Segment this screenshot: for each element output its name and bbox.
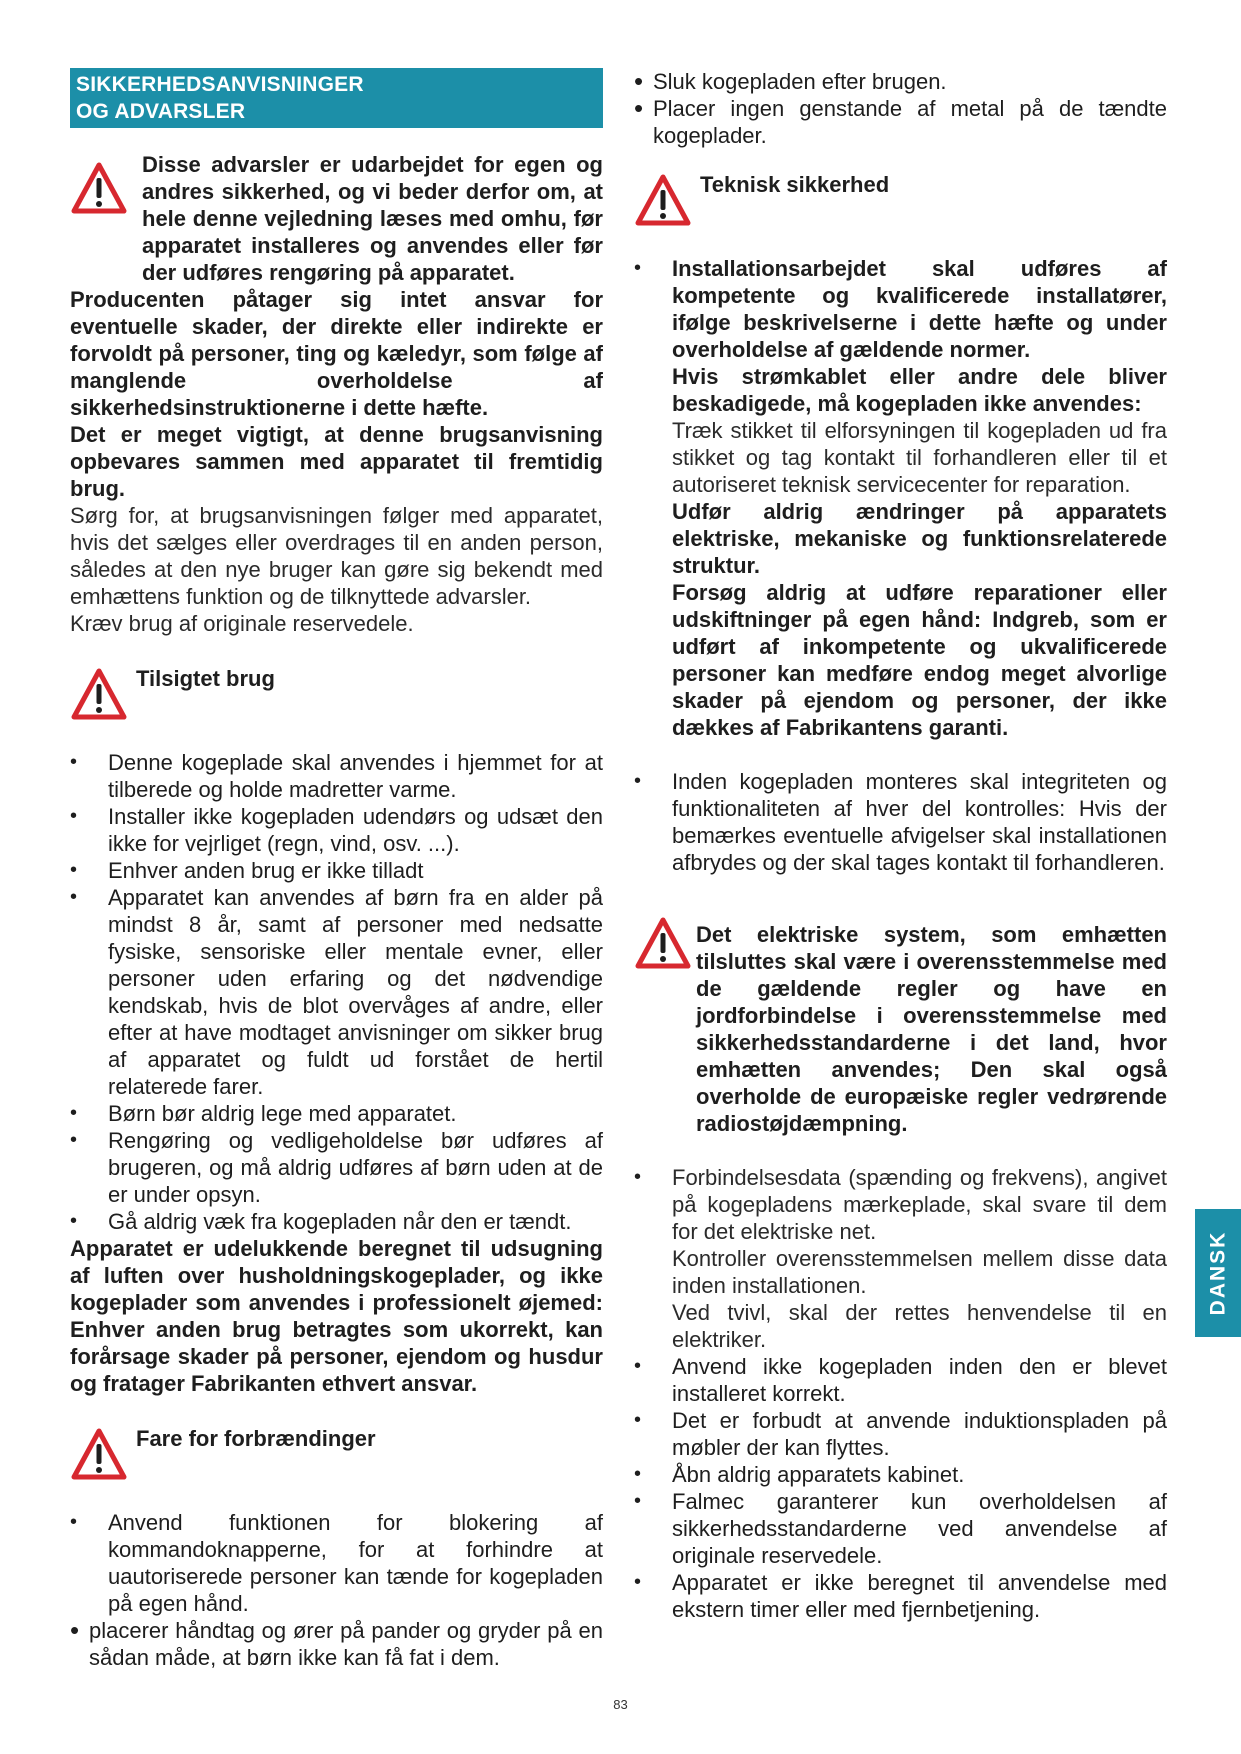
header-line-1: SIKKERHEDSANVISNINGER — [76, 73, 364, 96]
technical-b4: Forsøg aldrig at udføre reparationer eller udskiftninger på egen hånd: Indgreb, som er udført af inkompetente og ukvalificerede personer kan medføre endog meget alvorlige skader på ejendom og personer, der ikke dækkes af Fabrikantens garanti. — [672, 580, 1167, 740]
list-item: • Apparatet er ikke beregnet til anvendelse med ekstern timer eller med fjernbetjening. — [634, 1569, 1167, 1623]
technical-list — [634, 255, 1167, 741]
electrical-item1-b: Kontroller overensstemmelsen mellem disse data inden installationen. — [672, 1246, 1167, 1298]
electrical-warning — [634, 916, 1167, 1137]
section-header — [70, 68, 603, 128]
list-item: • Placer ingen genstande af metal på de tændte kogeplader. — [634, 95, 1167, 149]
right-column — [634, 68, 1167, 1623]
list-item: • Anvend funktionen for blokering af kommandoknapperne, for at forhindre at uautoriserede personer kan tænde for kogepladen på egen hånd. — [70, 1509, 603, 1617]
list-item: • Enhver anden brug er ikke tilladt — [70, 857, 603, 884]
list-item: • placerer håndtag og ører på pander og gryder på en sådan måde, at børn ikke kan få fat i dem. — [70, 1617, 603, 1671]
intro-paragraph-5: Kræv brug af originale reservedele. — [70, 611, 414, 636]
burns-list-3 — [634, 68, 1167, 149]
warning-triangle-icon — [634, 173, 692, 227]
list-item: • Installer ikke kogepladen udendørs og udsæt den ikke for vejrliget (regn, vind, osv. ...). — [70, 803, 603, 857]
technical-b2: Hvis strømkablet eller andre dele bliver beskadigede, må kogepladen ikke anvendes: — [672, 364, 1167, 416]
list-item: • Børn bør aldrig lege med apparatet. — [70, 1100, 603, 1127]
technical-b3: Udfør aldrig ændringer på apparatets elektriske, mekaniske og funktionsrelaterede struktur. — [672, 499, 1167, 578]
list-item — [634, 255, 1167, 741]
intro-paragraph-3: Det er meget vigtigt, at denne brugsanvisning opbevares sammen med apparatet til fremtidig brug. — [70, 422, 603, 501]
warning-triangle-icon — [70, 667, 128, 721]
list-item: • Apparatet kan anvendes af børn fra en alder på mindst 8 år, samt af personer med nedsatte fysiske, sensoriske eller mentale evner, eller personer uden erfaring og det nødvendige kendskab, hvis de blot overvåges af andre, eller efter at have modtaget anvisninger om sikker brug af apparatet og fuldt ud forstået de hertil relaterede farer. — [70, 884, 603, 1100]
electrical-list — [634, 1164, 1167, 1623]
warning-triangle-icon — [70, 1427, 128, 1481]
list-item — [634, 1164, 1167, 1353]
warning-triangle-icon — [634, 916, 692, 970]
burns-heading — [70, 1423, 603, 1481]
electrical-warning-text: Det elektriske system, som emhætten tilsluttes skal være i overensstemmelse med de gældende regler og have en jordforbindelse i overensstemmelse med sikkerhedsstandarderne i det land, hvor emhætten anvendes; Den skal også overholde de europæiske regler vedrørende radiostøjdæmpning. — [696, 922, 1167, 1136]
page-number: 83 — [613, 1697, 628, 1712]
intro-paragraph-1: Disse advarsler er udarbejdet for egen og andres sikkerhed, og vi beder derfor om, at hele denne vejledning læses med omhu, før apparatet installeres og anvendes eller før der udføres rengøring på apparatet. — [142, 152, 603, 285]
intended-use-closing: Apparatet er udelukkende beregnet til udsugning af luften over husholdningskogeplader, og ikke kogeplader som anvendes i professionelt øjemed: Enhver anden brug betragtes som ukorrekt, kan forårsage skader på personer, ejendom og husdur og fratager Fabrikanten ethvert ansvar. — [70, 1236, 603, 1396]
technical-heading — [634, 169, 1167, 227]
burns-list-2 — [70, 1617, 603, 1671]
header-line-2: OG ADVARSLER — [76, 100, 246, 123]
list-item: • Rengøring og vedligeholdelse bør udføres af brugeren, og må aldrig udføres af børn uden at de er under opsyn. — [70, 1127, 603, 1208]
list-item: • Gå aldrig væk fra kogepladen når den er tændt. — [70, 1208, 603, 1235]
list-item: • Sluk kogepladen efter brugen. — [634, 68, 1167, 95]
list-item: • Det er forbudt at anvende induktionspladen på møbler der kan flyttes. — [634, 1407, 1167, 1461]
technical-b1: • Installationsarbejdet skal udføres af kompetente og kvalificerede installatører, ifølge beskrivelserne i dette hæfte og under overholdelse af gældende normer. — [672, 256, 1167, 362]
technical-l1: Træk stikket til elforsyningen til kogepladen ud fra stikket og tag kontakt til forhandleren eller til et autoriseret teknisk servicecenter for reparation. — [672, 418, 1167, 497]
electrical-item1-c: Ved tvivl, skal der rettes henvendelse til en elektriker. — [672, 1300, 1167, 1352]
intended-use-title: Tilsigtet brug — [136, 666, 275, 691]
intended-use-heading — [70, 663, 603, 721]
intro-paragraph-2: Producenten påtager sig intet ansvar for eventuelle skader, der direkte eller indirekte er forvoldt på personer, ting og kæledyr, som følge af manglende overholdelse af sikkerhedsinstruktionerne i dette hæfte. — [70, 287, 603, 420]
list-item: • Falmec garanterer kun overholdelsen af sikkerhedsstandarderne ved anvendelse af originale reservedele. — [634, 1488, 1167, 1569]
list-item: • Denne kogeplade skal anvendes i hjemmet for at tilberede og holde madretter varme. — [70, 749, 603, 803]
language-tab — [1195, 1209, 1241, 1337]
intended-use-list — [70, 749, 603, 1235]
technical-list-2 — [634, 768, 1167, 876]
warning-triangle-icon — [70, 161, 128, 215]
left-column — [70, 68, 603, 1671]
burns-title: Fare for forbrændinger — [136, 1426, 376, 1451]
list-item: • Inden kogepladen monteres skal integriteten og funktionaliteten af hver del kontrolles: Hvis der bemærkes eventuelle afvigelser skal installationen afbrydes og der skal tages kontakt til forhandleren. — [634, 768, 1167, 876]
language-tab-label: DANSK — [1206, 1230, 1230, 1316]
list-item: • Anvend ikke kogepladen inden den er blevet installeret korrekt. — [634, 1353, 1167, 1407]
electrical-item1-a: • Forbindelsesdata (spænding og frekvens), angivet på kogepladens mærkeplade, skal svare til dem for det elektriske net. — [672, 1165, 1167, 1244]
intro-warning — [70, 151, 603, 286]
burns-list-1 — [70, 1509, 603, 1617]
technical-title: Teknisk sikkerhed — [700, 172, 890, 197]
intro-paragraph-4: Sørg for, at brugsanvisningen følger med apparatet, hvis det sælges eller overdrages til en anden person, således at den nye bruger kan gøre sig bekendt med emhættens funktion og de tilknyttede advarsler. — [70, 503, 603, 609]
list-item: • Åbn aldrig apparatets kabinet. — [634, 1461, 1167, 1488]
